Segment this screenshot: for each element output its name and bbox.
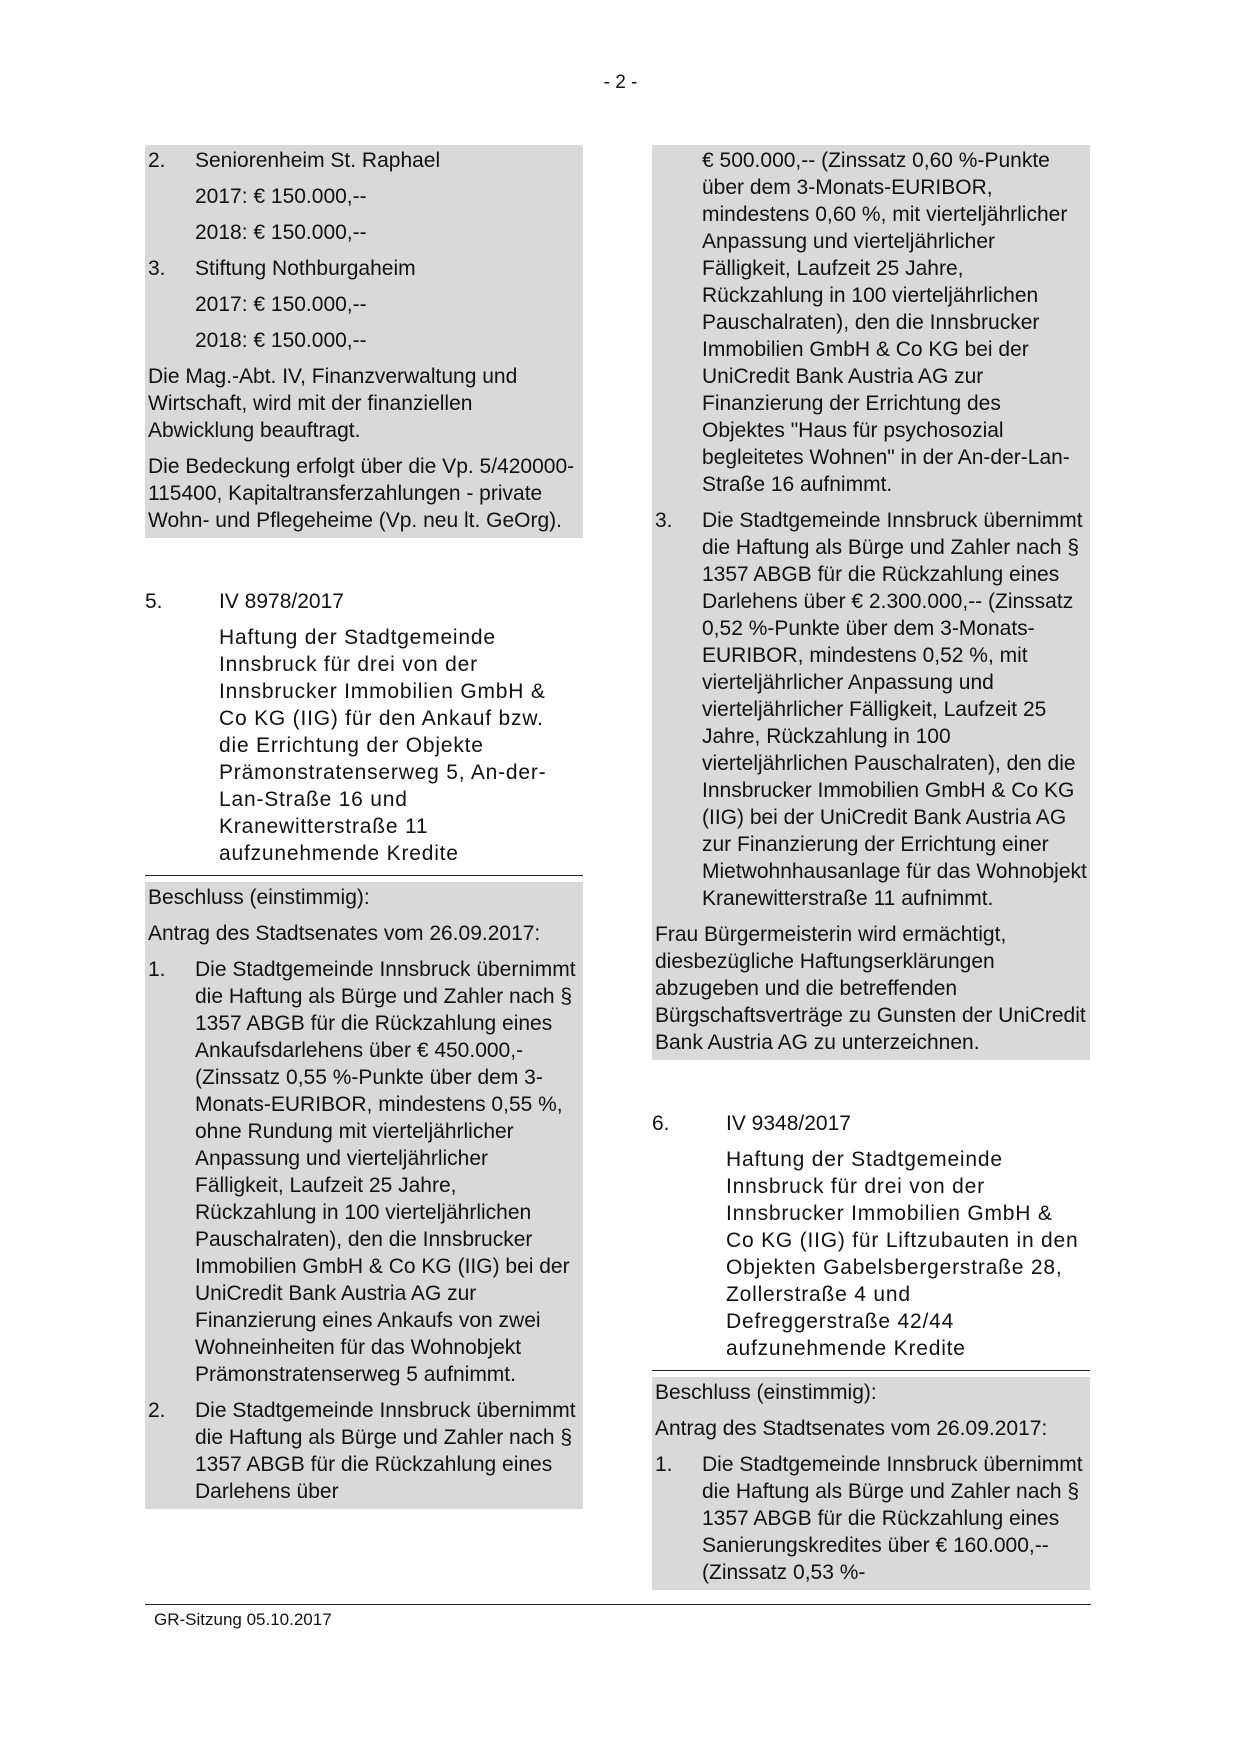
section-heading-6 — [652, 1110, 1090, 1362]
section-title: Haftung der Stadtgemeinde Innsbruck für drei von der Innsbrucker Immobilien GmbH & Co KG (IIG) für Liftzubauten in den Objekten Gabelsbergerstraße 28, Zollerstraße 4 und Defreggerstraße 42/44 aufzunehmende Kredite — [726, 1148, 1079, 1360]
section-heading-5 — [145, 588, 583, 867]
left-column — [145, 145, 583, 1509]
section-reference: IV 9348/2017 — [726, 1112, 851, 1135]
left-resolution-block-2 — [145, 882, 583, 1509]
list-item — [148, 956, 580, 1388]
item-number: 3. — [655, 509, 673, 532]
right-resolution-block-2 — [652, 1377, 1090, 1590]
amount-2018: 2018: € 150.000,-- — [195, 329, 367, 352]
left-resolution-block-1 — [145, 145, 583, 538]
section-title: Haftung der Stadtgemeinde Innsbruck für drei von der Innsbrucker Immobilien GmbH & Co KG (IIG) für den Ankauf bzw. die Errichtung der Objekte Prämonstratenserweg 5, An-der-Lan-Straße 16 und Kranewitterstraße 11 aufzunehmende Kredite — [219, 626, 547, 865]
item-text: Die Stadtgemeinde Innsbruck übernimmt die Haftung als Bürge und Zahler nach § 1357 ABGB für die Rückzahlung eines Ankaufsdarlehens über € 450.000,- (Zinssatz 0,55 %-Punkte über dem 3-Monats-EURIBOR, mindestens 0,55 %, ohne Rundung mit vierteljährlicher Anpassung und vierteljährlicher Fälligkeit, Laufzeit 25 Jahre, Rückzahlung in 100 vierteljährlichen Pauschalraten), den die Innsbrucker Immobilien GmbH & Co KG (IIG) bei der UniCredit Bank Austria AG zur Finanzierung eines Ankaufs von zwei Wohneinheiten für das Wohnobjekt Prämonstratenserweg 5 aufnimmt. — [195, 958, 576, 1386]
item-label: Seniorenheim St. Raphael — [195, 149, 441, 172]
right-resolution-block-1 — [652, 145, 1090, 1060]
beschluss-label: Beschluss (einstimmig): — [655, 1381, 877, 1404]
section-number: 5. — [145, 590, 163, 613]
item-continuation: € 500.000,-- (Zinssatz 0,60 %-Punkte über dem 3-Monats-EURIBOR, mindestens 0,60 %, mit vierteljährlicher Anpassung und vierteljährlicher Fälligkeit, Laufzeit 25 Jahre, Rückzahlung in 100 vierteljährlichen Pauschalraten), den die Innsbrucker Immobilien GmbH & Co KG bei der UniCredit Bank Austria AG zur Finanzierung der Errichtung des Objektes "Haus für psychosozial begleitetes Wohnen" in der An-der-Lan-Straße 16 aufnimmt. — [702, 149, 1070, 496]
item-number: 1. — [148, 958, 166, 981]
paragraph: Die Bedeckung erfolgt über die Vp. 5/420000-115400, Kapitaltransferzahlungen - private Wohn- und Pflegeheime (Vp. neu lt. GeOrg). — [148, 455, 575, 532]
divider — [145, 875, 583, 876]
item-text: Die Stadtgemeinde Innsbruck übernimmt die Haftung als Bürge und Zahler nach § 1357 ABGB für die Rückzahlung eines Darlehens über — [195, 1399, 576, 1503]
footer-divider — [145, 1604, 1091, 1605]
amount-2017: 2017: € 150.000,-- — [195, 293, 367, 316]
amount-2017: 2017: € 150.000,-- — [195, 185, 367, 208]
amount-2018: 2018: € 150.000,-- — [195, 221, 367, 244]
list-item — [655, 1451, 1087, 1586]
list-item — [148, 255, 580, 282]
section-reference: IV 8978/2017 — [219, 590, 344, 613]
list-item — [148, 1397, 580, 1505]
list-item — [655, 507, 1087, 912]
item-text: Die Stadtgemeinde Innsbruck übernimmt die Haftung als Bürge und Zahler nach § 1357 ABGB für die Rückzahlung eines Sanierungskredites über € 160.000,-- (Zinssatz 0,53 %- — [702, 1453, 1083, 1584]
item-number: 2. — [148, 1399, 166, 1422]
item-number: 2. — [148, 149, 166, 172]
paragraph: Die Mag.-Abt. IV, Finanzverwaltung und Wirtschaft, wird mit der finanziellen Abwicklung beauftragt. — [148, 365, 518, 442]
antrag-label: Antrag des Stadtsenates vom 26.09.2017: — [148, 922, 541, 945]
divider — [652, 1370, 1090, 1371]
antrag-label: Antrag des Stadtsenates vom 26.09.2017: — [655, 1417, 1048, 1440]
section-number: 6. — [652, 1112, 670, 1135]
item-number: 3. — [148, 257, 166, 280]
beschluss-label: Beschluss (einstimmig): — [148, 886, 370, 909]
item-number: 1. — [655, 1453, 673, 1476]
item-text: Die Stadtgemeinde Innsbruck übernimmt die Haftung als Bürge und Zahler nach § 1357 ABGB für die Rückzahlung eines Darlehens über € 2.300.000,-- (Zinssatz 0,52 %-Punkte über dem 3-Monats-EURIBOR, mindestens 0,52 %, mit vierteljährlicher Anpassung und vierteljährlicher Fälligkeit, Laufzeit 25 Jahre, Rückzahlung in 100 vierteljährlichen Pauschalraten), den die Innsbrucker Immobilien GmbH & Co KG (IIG) bei der UniCredit Bank Austria AG zur Finanzierung der Errichtung einer Mietwohnhausanlage für das Wohnobjekt Kranewitterstraße 11 aufnimmt. — [702, 509, 1087, 910]
right-column — [652, 145, 1090, 1590]
footer-text: GR-Sitzung 05.10.2017 — [154, 1610, 332, 1629]
item-label: Stiftung Nothburgaheim — [195, 257, 416, 280]
list-item — [148, 147, 580, 174]
paragraph: Frau Bürgermeisterin wird ermächtigt, diesbezügliche Haftungserklärungen abzugeben und die betreffenden Bürgschaftsverträge zu Gunsten der UniCredit Bank Austria AG zu unterzeichnen. — [655, 923, 1086, 1054]
page-number: - 2 - — [603, 72, 638, 93]
